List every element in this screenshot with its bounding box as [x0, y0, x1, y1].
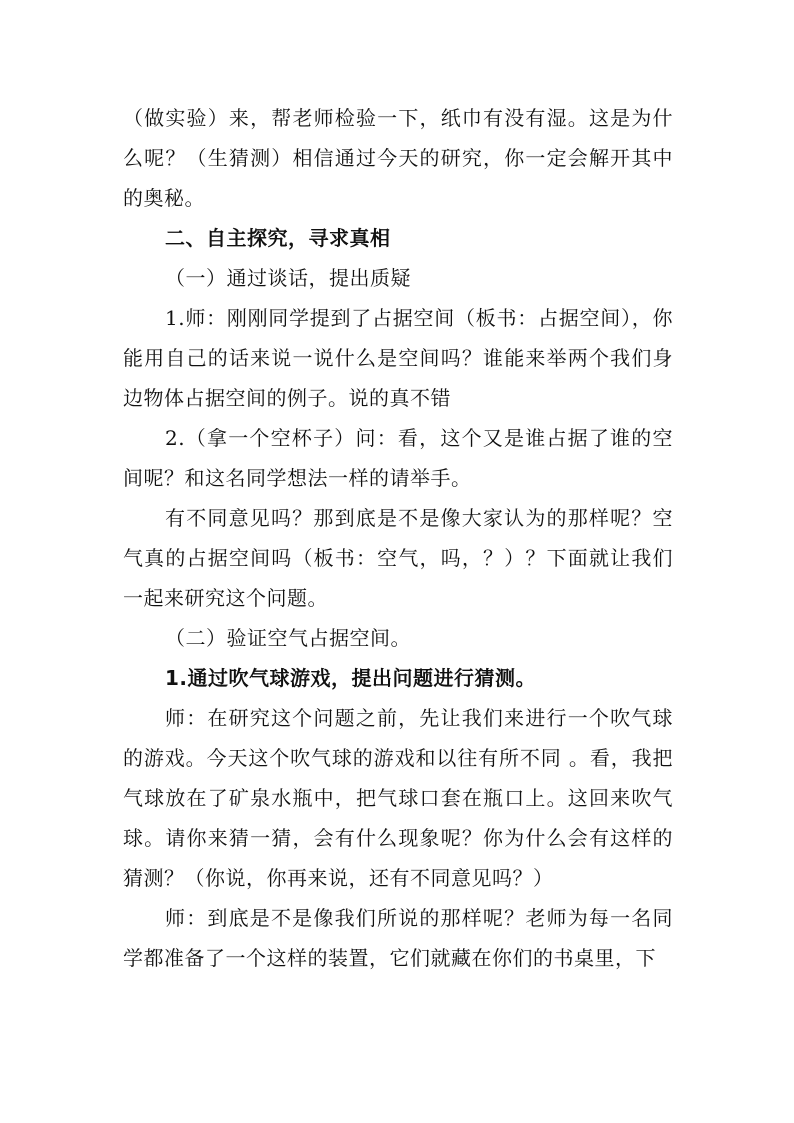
- subsection-heading-2: （二）验证空气占据空间。: [165, 626, 411, 650]
- paragraph-device: 师：到底是不是像我们所说的那样呢？老师为每一名同学都准备了一个这样的装置，它们就藏在你们的书桌里，下: [123, 906, 673, 970]
- paragraph-teacher-2: 2.（拿一个空杯子）问：看，这个又是谁占据了谁的空间呢？和这名同学想法一样的请举手。: [123, 426, 673, 490]
- paragraph-balloon-game: 师：在研究这个问题之前，先让我们来进行一个吹气球的游戏。今天这个吹气球的游戏和以往有所不同 。看，我把气球放在了矿泉水瓶中，把气球口套在瓶口上。这回来吹气球。请你来猜一猜，会有什么现象呢？你为什么会有这样的猜测？（你说，你再来说，还有不同意见吗？）: [123, 706, 673, 890]
- subsection-heading-1: （一）通过谈话，提出质疑: [165, 266, 411, 290]
- document-body: [123, 98, 673, 978]
- paragraph-teacher-1: 1.师：刚刚同学提到了占据空间（板书：占据空间），你能用自己的话来说一说什么是空间吗？谁能来举两个我们身边物体占据空间的例子。说的真不错: [123, 306, 673, 410]
- paragraph-intro: （做实验）来，帮老师检验一下，纸巾有没有湿。这是为什么呢？（生猜测）相信通过今天的研究，你一定会解开其中的奥秘。: [123, 106, 673, 210]
- paragraph-question: 有不同意见吗？那到底是不是像大家认为的那样呢？空气真的占据空间吗（板书：空气，吗，？）？下面就让我们一起来研究这个问题。: [123, 506, 673, 610]
- section-heading-2: 二、自主探究，寻求真相: [165, 226, 391, 250]
- step-heading-1: 1.通过吹气球游戏，提出问题进行猜测。: [165, 666, 537, 690]
